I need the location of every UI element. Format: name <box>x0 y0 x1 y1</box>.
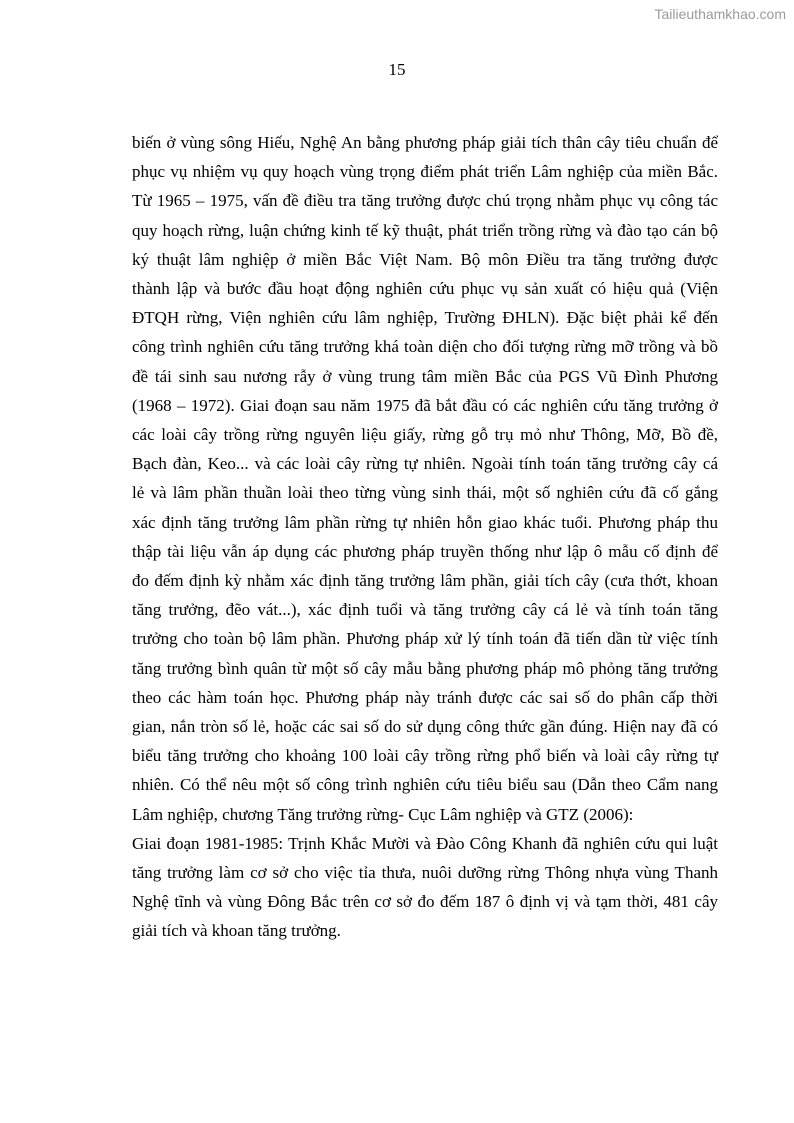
text-line: tăng trưởng làm cơ sở cho việc tỉa thưa, nuôi dưỡng rừng Thông nhựa vùng Thanh <box>132 863 718 883</box>
text-line: quy hoạch rừng, luận chứng kinh tế kỹ thuật, phát triển trồng rừng và đào tạo cán bộ <box>132 220 718 240</box>
text-line: Từ 1965 – 1975, vấn đề điều tra tăng trưởng được chú trọng nhằm phục vụ công tác <box>132 191 718 211</box>
paragraph-2 <box>132 829 718 946</box>
text-line: phục vụ nhiệm vụ quy hoạch vùng trọng điểm phát triển Lâm nghiệp của miền Bắc. <box>132 162 718 182</box>
text-line: ký thuật lâm nghiệp ở miền Bắc Việt Nam. Bộ môn Điều tra tăng trưởng được <box>132 249 718 269</box>
text-line: theo các hàm toán học. Phương pháp này tránh được các sai số do phân cấp thời <box>132 687 718 707</box>
text-line: tăng trưởng bình quân từ một số cây mẫu bằng phương pháp mô phỏng tăng trưởng <box>132 658 718 678</box>
text-line: Bạch đàn, Keo... và các loài cây rừng tự nhiên. Ngoài tính toán tăng trưởng cây cá <box>132 454 718 474</box>
text-line: lẻ và lâm phần thuần loài theo từng vùng sinh thái, một số nghiên cứu đã cố gắng <box>132 483 718 503</box>
paragraph-1 <box>132 128 718 829</box>
text-line: giải tích và khoan tăng trưởng. <box>132 921 341 941</box>
text-line: các loài cây trồng rừng nguyên liệu giấy, rừng gỗ trụ mỏ như Thông, Mỡ, Bồ đề, <box>132 425 718 445</box>
text-line: Giai đoạn 1981-1985: Trịnh Khắc Mười và Đào Công Khanh đã nghiên cứu qui luật <box>132 833 718 853</box>
text-line: biến ở vùng sông Hiếu, Nghệ An bằng phương pháp giải tích thân cây tiêu chuẩn để <box>132 133 718 152</box>
text-line: xác định tăng trưởng lâm phần rừng tự nhiên hỗn giao khác tuổi. Phương pháp thu <box>132 512 718 532</box>
text-line: tăng trưởng, đẽo vát...), xác định tuổi và tăng trưởng cây cá lẻ và tính toán tăng <box>132 600 718 620</box>
document-body <box>132 128 718 946</box>
text-line: Lâm nghiệp, chương Tăng trưởng rừng- Cục Lâm nghiệp và GTZ (2006): <box>132 804 634 824</box>
text-line: biểu tăng trưởng cho khoảng 100 loài cây trồng rừng phổ biến và loài cây rừng tự <box>132 746 718 766</box>
text-line: công trình nghiên cứu tăng trưởng khá toàn diện cho đối tượng rừng mỡ trồng và bồ <box>132 337 718 357</box>
text-line: nhiên. Có thể nêu một số công trình nghiên cứu tiêu biểu sau (Dẫn theo Cẩm nang <box>132 775 718 795</box>
text-line: (1968 – 1972). Giai đoạn sau năm 1975 đã bắt đầu có các nghiên cứu tăng trưởng ở <box>132 395 718 415</box>
text-line: thập tài liệu vẫn áp dụng các phương pháp truyền thống như lập ô mẫu cố định để <box>132 541 718 561</box>
page-number: 15 <box>388 60 406 79</box>
text-line: trưởng cho toàn bộ lâm phần. Phương pháp xử lý tính toán đã tiến dần từ việc tính <box>132 629 718 649</box>
text-line: Nghệ tĩnh và vùng Đông Bắc trên cơ sở đo đếm 187 ô định vị và tạm thời, 481 cây <box>132 892 718 912</box>
text-line: đề tái sinh sau nương rẫy ở vùng trung tâm miền Bắc của PGS Vũ Đình Phương <box>132 366 718 386</box>
text-line: thành lập và bước đầu hoạt động nghiên cứu phục vụ sản xuất có hiệu quả (Viện <box>132 279 718 299</box>
text-line: ĐTQH rừng, Viện nghiên cứu lâm nghiệp, Trường ĐHLN). Đặc biệt phải kể đến <box>132 308 718 328</box>
watermark: Tailieuthamkhao.com <box>654 6 786 22</box>
text-line: đo đếm định kỳ nhằm xác định tăng trưởng lâm phần, giải tích cây (cưa thớt, khoan <box>132 571 718 591</box>
text-line: gian, nắn tròn số lẻ, hoặc các sai số do sử dụng công thức gần đúng. Hiện nay đã có <box>132 717 718 737</box>
